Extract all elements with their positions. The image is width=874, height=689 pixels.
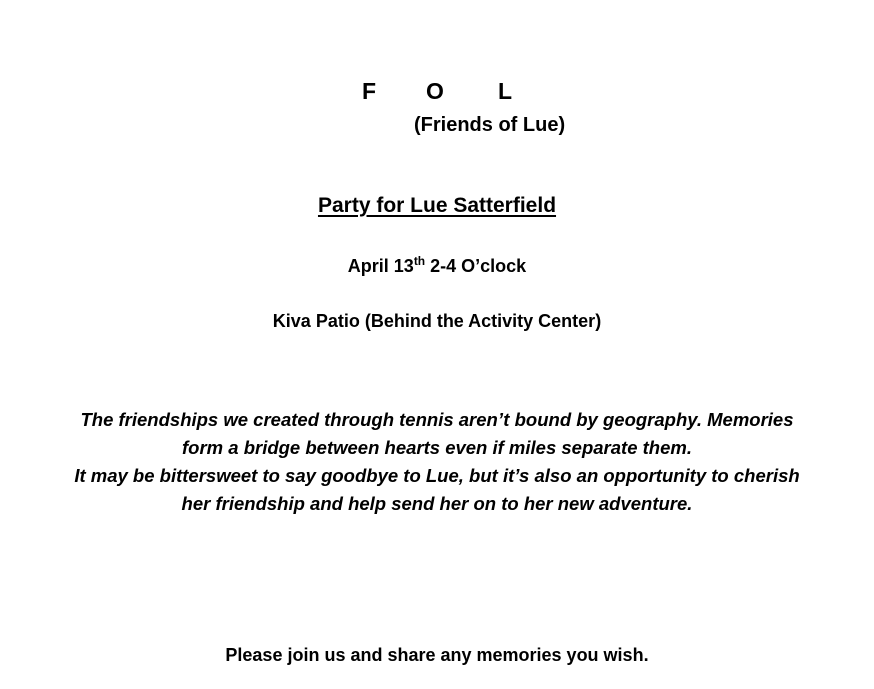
event-date-suffix: 2-4 O’clock xyxy=(425,256,527,276)
acronym-letter-l: L xyxy=(498,78,513,104)
event-date-ordinal: th xyxy=(413,254,426,268)
message-line: The friendships we created through tennis aren’t bound by geography. Memories xyxy=(80,409,794,430)
message-line: her friendship and help send her on to her new adventure. xyxy=(181,493,693,514)
event-location: Kiva Patio (Behind the Activity Center) xyxy=(272,311,602,331)
event-title-text: Party for Lue Satterfield xyxy=(317,194,557,217)
event-date xyxy=(0,256,874,277)
acronym-heading xyxy=(362,78,528,105)
message-line: form a bridge between hearts even if miles separate them. xyxy=(182,437,692,458)
message-line: It may be bittersweet to say goodbye to Lue, but it’s also an opportunity to cherish xyxy=(74,465,800,486)
acronym-letter-f: F xyxy=(362,78,377,104)
acronym-letter-o: O xyxy=(426,78,444,104)
event-title xyxy=(0,194,874,218)
event-date-prefix: April 13 xyxy=(347,256,414,276)
closing-invitation: Please join us and share any memories you wish. xyxy=(225,645,649,665)
acronym-subtitle: (Friends of Lue) xyxy=(414,114,566,136)
message-paragraph xyxy=(0,406,874,518)
